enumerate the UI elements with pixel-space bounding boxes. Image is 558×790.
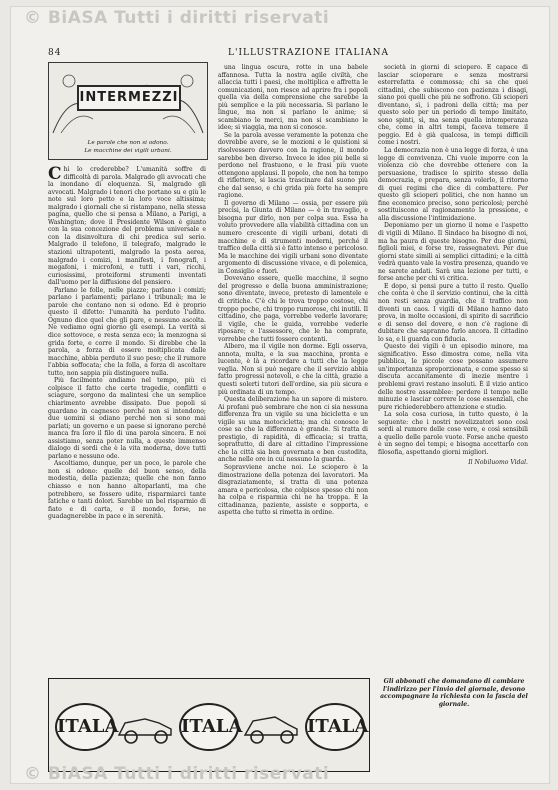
- article-column-2: [218, 64, 368, 684]
- emblem-title: INTERMEZZI: [77, 85, 181, 111]
- page-header: [48, 48, 526, 62]
- paragraph: Deponiamo per un giorno il nome e l'aspetto di vigili di Milano. Il Sindaco ha bisogno di noi, ma ha paura di queste bisogno. Per due giorni, figlioli miei, e forse tre, rassegnatevi. Per due giorni state simili ai semplici cittadini; e la città vedrà quanto vale la vostra presenza, quando ve ne sarete andati. Sarà una lezione per tutti, e forse anche per chi vi critica.: [378, 222, 528, 283]
- copyright-watermark-top: © BiASA Tutti i diritti riservati: [24, 8, 330, 28]
- itala-logo: ITALA: [305, 703, 365, 751]
- paragraph: Albero, ma il vigile non dorme. Egli osserva, annota, multa, e la sua macchina, pronta e lucente, è là a ricordare a tutti che la legge veglia. Non si può negare che il servizio abbia fatto progressi notevoli, e che la città, grazie a questi solerti tutori dell'ordine, sia più sicura e più ordinata di un tempo.: [218, 343, 368, 396]
- paragraph: Il governo di Milano — ossia, per essere più precisi, la Giunta di Milano — è in travaglio, e bisogna pur dirlo, non per colpa sua. Essa ha voluto provvedere alla viabilità cittadina con un numero crescente di vigili urbani, dotati di macchine e di strumenti moderni, perché il traffico della città si è fatto intenso e pericoloso. Ma le macchine dei vigili urbani sono diventate argomento di discussione vivace, e di polemica, in Consiglio e fuori.: [218, 199, 368, 275]
- magazine-page: [10, 6, 550, 784]
- paragraph: E dopo, si pensi pure a tutto il resto. Quello che conta è che il servizio continui, che la città non resti senza guardia, che il traffico non diventi un caos. I vigili di Milano hanno dato prova, in molte occasioni, di spirito di sacrificio e di senso del dovere, e non c'è ragione di dubitare che sapranno farlo ancora. Il cittadino lo sa, e li guarda con fiducia.: [378, 282, 528, 343]
- page-number: 84: [48, 48, 62, 58]
- paragraph: una lingua oscura, rotte in una babele affannosa. Tutta la nostra agile civiltà, che allaccia tutti i paesi, che moltiplica e affretta le comunicazioni, non riesce ad aprire fra i popoli quella via della comprensione che sarebbe la più semplice e la più necessaria. Si parlano le lingue, ma non si parlano le anime; si scambiano le merci, ma non si scambiano le idee; si viaggia, ma non si conosce.: [218, 64, 368, 132]
- drop-cap: C: [48, 166, 62, 184]
- paragraph: Chi lo crederebbe? L'umanità soffre di difficoltà di parola. Malgrado gli avvocati che la inondano di eloquenza. Si, malgrado gli avvocati. Malgrado i tenori che portano su e giù le note sul loro petto e la loro voce altissima; malgrado i giornali che si ristampano, nella stessa pagina, quello che si pensa a Milano, a Parigi, a Washington; dove il Presidente Wilson è giunto con la sua concezione del problema universale e con la disinvoltura di chi predica sul serio. Malgrado il telefono, il telegrafo, malgrado le stazioni ultrapotenti, malgrado la posta aerea, malgrado i comizi, i manifesti, i fonografi, i megafoni, i microfoni, e tutti i vari, ricchi, curiosissimi, proteiformi strumenti inventati dall'uomo per la diffusione del pensiero.: [48, 166, 206, 287]
- article-column-3: [378, 64, 528, 674]
- paragraph: Questo dei vigili è un episodio minore, ma significativo. Esso dimostra come, nella vita pubblica, le piccole cose possano assumere un'importanza sproporzionata, e come spesso si discuta accanitamente di inezie mentre i problemi gravi restano insoluti. È il vizio antico delle nostre assemblee: perdere il tempo nelle minuzie e lasciar correre le cose essenziali, che pure richiederebbero attenzione e studio.: [378, 343, 528, 411]
- paragraph: La sola cosa curiosa, in tutto questo, è la seguente: che i nostri novelizzatori sono così sordi al rumore delle cose vere, e così sensibili a quello delle parole vuote. Forse anche questo è un segno dei tempi; e bisogna accettarlo con filosofia, aspettando giorni migliori.: [378, 411, 528, 456]
- subscriber-notice: Gli abbonati che domandano di cambiare l'indirizzo per l'invio del giornale, devono accompagnare la richiesta con la fascia del giornale.: [380, 678, 528, 708]
- paragraph: Ascoltiamo, dunque, per un poco, le parole che non si odono: quelle del buon senso, della modestia, della pazienza; quelle che non fanno chiasso e non hanno altoparlanti, ma che potrebbero, se fossero udite, risparmiarci tante fatiche e tanti dolori. Sarebbe un bel risparmio di fiato e di carta, e il mondo, forse, ne guadagnerebbe in pace e in serenità.: [48, 460, 206, 521]
- author-signature: Il Nobiluomo Vidal.: [468, 459, 528, 467]
- itala-logo: ITALA: [179, 703, 239, 751]
- paragraph: società in giorni di sciopero. E capace di lasciar scioperare e senza mostrarsi esterrefatta e commossa; chi sa che quei cittadini, che subiscono con pazienza i disagi, siano poi quelli che più ne soffrono. Gli scioperi diventano, sì, i padroni della città; ma per questo solo per un periodo di tempo limitato, sono spinti, sì, ma senza quella intemperanza che, come in altri tempi, faceva temere il peggio. Ed è già qualcosa, in tempi difficili come i nostri.: [378, 64, 528, 147]
- itala-logo: ITALA: [55, 703, 115, 751]
- paragraph: Questa deliberazione ha un sapore di mistero. Ai profani può sembrare che non ci sia nessuna differenza fra un vigile su una bicicletta e un vigile su una motocicletta; ma chi conosce le cose sa che la differenza è grande. Si tratta di prestigio, di rapidità, di efficacia; si tratta, soprattutto, di dare al cittadino l'impressione che la città sia ben governata e ben custodita, anche nelle ore in cui nessuno la guarda.: [218, 396, 368, 464]
- car-icon: [241, 707, 301, 747]
- itala-advertisement: [48, 678, 370, 772]
- paragraph: Dovevano essere, quelle macchine, il segno del progresso e della buona amministrazione; sono diventate, invece, pretesto di lamentele e di critiche. C'è chi le trova troppo costose, chi troppo poche, chi troppo rumorose, chi inutili. Il cittadino, che paga, vorrebbe vederle lavorare; il vigile, che le guida, vorrebbe vederle riposare; e l'assessore, che le ha comprate, vorrebbe che tutti fossero contenti.: [218, 275, 368, 343]
- paragraph: Parlano le folle, nelle piazze; parlano i comizi; parlano i parlamenti; parlano i tribunali; ma le parole che contano non si odono. Ed è proprio questo il difetto: l'umanità ha perduto l'udito. Ognuno dice quel che gli pare, e nessuno ascolta. Ne vediamo ogni giorno gli esempi. La verità si dice sottovoce, e resta senza eco; la menzogna si grida forte, e corre il mondo. Si direbbe che la parola, a forza di essere moltiplicata dalle macchine, abbia perduto il suo peso; che il rumore l'abbia soffocata; che la folla, a forza di ascoltare tutto, non sappia più distinguere nulla.: [48, 286, 206, 377]
- paragraph: Più facilmente andiamo nel tempo, più ci colpisce il fatto che certe tragedie, conflitti e sciagure, sorgono da malintesi che un semplice chiarimento avrebbe dissipato. Due popoli si guardano in cagnesco perché non si intendono; due uomini si odiano perché non si sono mai parlati; un governo e un paese si ignorano perché manca fra loro il filo di una parola sincera. E noi assistiamo, senza poter nulla, a questo immenso dialogo di sordi che è la vita moderna, dove tutti parlano e nessuno ode.: [48, 377, 206, 460]
- copyright-watermark-bottom: © BiASA Tutti i diritti riservati: [24, 764, 330, 784]
- intermezzi-emblem: [48, 62, 208, 160]
- paragraph: La democrazia non è una legge di forza, è una legge di convivenza. Chi vuole imporre con la violenza ciò che dovrebbe ottenere con la persuasione, tradisce lo spirito stesso della democrazia, e prepara, senza volerlo, il ritorno di quei regimi che dice di combattere. Per questo gli scioperi politici, che non hanno un fine economico preciso, sono pericolosi; perché sostituiscono al ragionamento la pressione, e alla discussione l'intimidazione.: [378, 147, 528, 222]
- emblem-caption-1: Le parole che non si odono.: [87, 140, 169, 146]
- paragraph: Se la parola avesse veramente la potenza che dovrebbe avere, se le mozioni e le quistioni si risolvessero davvero con la ragione, il mondo sarebbe ben diverso. Invece le idee più belle si perdono nel frastuono, e le frasi più vuote ottengono applausi. Il popolo, che non ha tempo di riflettere, si lascia trascinare dal suono più che dal senso, e chi grida più forte ha sempre ragione.: [218, 131, 368, 200]
- car-icon: [115, 707, 175, 747]
- emblem-caption-2: Le macchine dei vigili urbani.: [84, 148, 172, 154]
- magazine-title: L'ILLUSTRAZIONE ITALIANA: [228, 48, 389, 58]
- paragraph: Sopravviene anche noi. Le sciopero è la dimostrazione della potenza dei lavoratori. Ma disgraziatamente, si tratta di una potenza amara e pericolosa, che colpisce spesso chi non ha colpa e risparmia chi ne ha troppa. E la cittadinanza, paziente, assiste e sopporta, e aspetta che tutto si rimetta in ordine.: [218, 463, 368, 517]
